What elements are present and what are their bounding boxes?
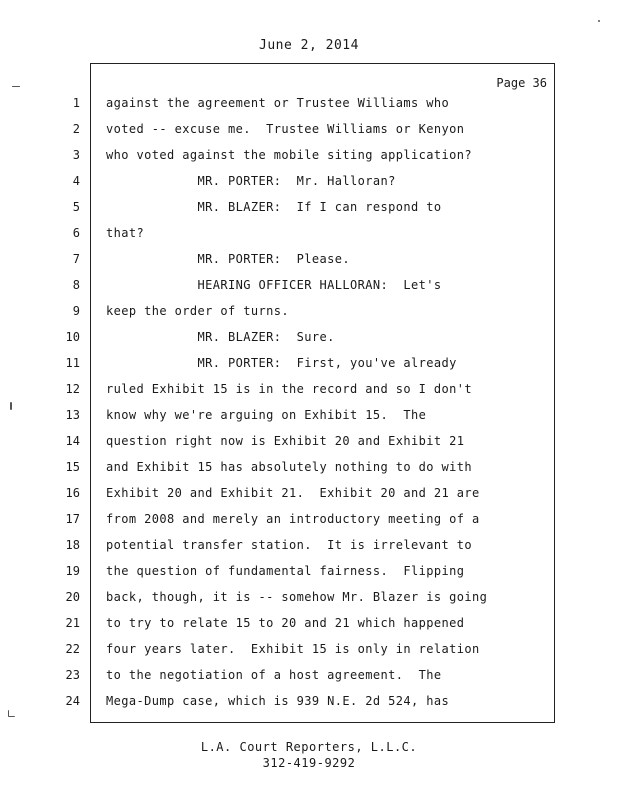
line-number: 8 [72,278,80,292]
line-text: ruled Exhibit 15 is in the record and so I don't [106,382,472,396]
header-date: June 2, 2014 [259,38,359,53]
line-text: keep the order of turns. [106,304,289,318]
footer-company: L.A. Court Reporters, L.L.C. [200,740,418,754]
line-text: the question of fundamental fairness. Flipping [106,564,465,578]
line-number: 2 [72,122,80,136]
line-number: 4 [72,174,80,188]
line-text: potential transfer station. It is irrelevant to [106,538,472,552]
footer-phone: 312-419-9292 [262,756,356,770]
line-number: 14 [65,434,80,448]
scan-speck [12,86,20,87]
line-number: 10 [65,330,80,344]
line-text: MR. BLAZER: Sure. [106,330,335,344]
line-text: question right now is Exhibit 20 and Exhibit 21 [106,434,465,448]
line-text: back, though, it is -- somehow Mr. Blazer is going [106,590,488,604]
page-number: Page 36 [496,76,547,90]
line-number: 12 [65,382,80,396]
line-text: MR. BLAZER: If I can respond to [106,200,442,214]
line-number: 3 [72,148,80,162]
line-number: 7 [72,252,80,266]
line-number: 24 [65,694,80,708]
scan-speck [8,710,15,717]
line-text: MR. PORTER: First, you've already [106,356,457,370]
line-number: 16 [65,486,80,500]
line-text: MR. PORTER: Mr. Halloran? [106,174,396,188]
line-text: that? [106,226,145,240]
line-text: and Exhibit 15 has absolutely nothing to do with [106,460,472,474]
line-number: 19 [65,564,80,578]
line-number: 6 [72,226,80,240]
line-number: 1 [72,96,80,110]
line-text: to try to relate 15 to 20 and 21 which happened [106,616,465,630]
line-number: 5 [72,200,80,214]
line-text: from 2008 and merely an introductory meeting of a [106,512,480,526]
line-text: voted -- excuse me. Trustee Williams or Kenyon [106,122,465,136]
scan-speck [10,402,12,410]
line-number: 9 [72,304,80,318]
line-number: 13 [65,408,80,422]
line-number: 23 [65,668,80,682]
line-number: 20 [65,590,80,604]
line-text: Mega-Dump case, which is 939 N.E. 2d 524, has [106,694,450,708]
line-number: 18 [65,538,80,552]
line-number: 15 [65,460,80,474]
scan-speck [598,20,600,22]
line-text: to the negotiation of a host agreement. The [106,668,442,682]
line-text: four years later. Exhibit 15 is only in relation [106,642,480,656]
line-text: HEARING OFFICER HALLORAN: Let's [106,278,442,292]
line-text: Exhibit 20 and Exhibit 21. Exhibit 20 and 21 are [106,486,480,500]
line-number: 21 [65,616,80,630]
line-number: 17 [65,512,80,526]
line-number: 22 [65,642,80,656]
line-text: against the agreement or Trustee Williams who [106,96,450,110]
line-text: who voted against the mobile siting application? [106,148,472,162]
line-text: MR. PORTER: Please. [106,252,350,266]
line-text: know why we're arguing on Exhibit 15. The [106,408,427,422]
line-number: 11 [65,356,80,370]
